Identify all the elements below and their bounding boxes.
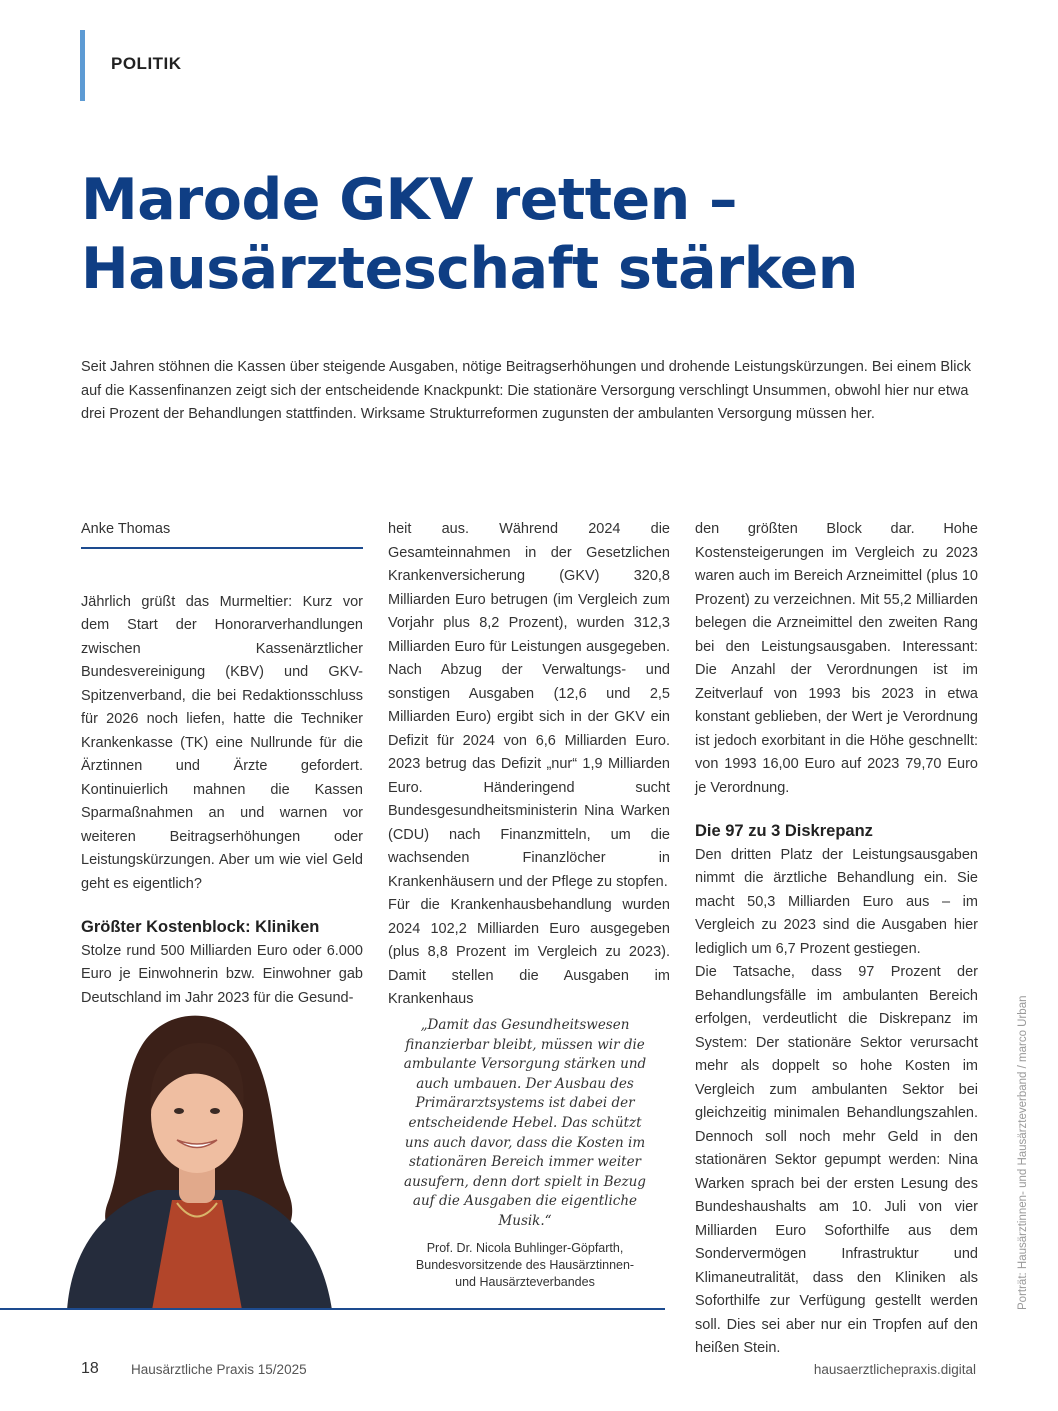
body-paragraph-hospital-continued: den größten Block dar. Hohe Kostensteigerungen im Vergleich zu 2023 waren auch im Bereich Arzneimittel (plus 10 Prozent) zu verzeichnen. Mit 55,2 Milliarden belegen die Arzneimittel den zweiten Rang bei den Leistungsausgaben. Interessant: Die Anzahl der Verordnungen ist im Zeitverlauf von 1993 bis 2023 in etwa konstant geblieben, der Wert je Verordnung ist jedoch exorbitant in die Höhe geschnellt: von 1993 16,00 Euro auf 2023 79,70 Euro je Verordnung. bbox=[695, 521, 978, 796]
headline-line-2: Hausärzteschaft stärken bbox=[81, 236, 858, 302]
pull-quote: „Damit das Gesundheitswesen finanzierbar bleibt, müssen wir die ambulante Versorgung stärken und auch umbauen. Der Ausbau des Primärarztsystems ist dabei der entscheidende Hebel. Das schützt uns auch davor, dass die Kosten im stationären Bereich immer weiter ausufern, denn dort spielt in Bezug auf die Ausgaben die eigentliche Musik.“ bbox=[403, 1017, 647, 1229]
body-paragraph-costs-continued: heit aus. Während 2024 die Gesamteinnahmen in der Gesetzlichen Krankenversicherung (GKV) 320,8 Milliarden Euro betrugen (im Vergleich zum Vorjahr plus 8,2 Prozent), wurden 312,3 Milliarden Euro für Leistungen ausgegeben. Nach Abzug der Verwaltungs- und sonstigen Ausgaben (12,6 und 2,5 Milliarden Euro) ergibt sich in der GKV ein Defizit für 2024 von 6,6 Milliarden Euro. 2023 betrug das Defizit „nur“ 1,9 Milliarden Euro. Händeringend sucht Bundesgesundheitsministerin Nina Warken (CDU) nach Finanzmitteln, um die wachsenden Finanzlöcher in Krankenhäusern und der Pflege zu stopfen. bbox=[388, 521, 670, 890]
portrait-photo bbox=[47, 1005, 347, 1310]
body-paragraph-third-place: Den dritten Platz der Leistungsausgaben nimmt die ärztliche Behandlung ein. Sie macht 50,3 Milliarden Euro aus – im Vergleich zu 2023 sind die Ausgaben hier lediglich um 6,7 Prozent gestiegen. bbox=[695, 846, 978, 957]
pull-quote-source: Prof. Dr. Nicola Buhlinger-Göpfarth, Bundesvorsitzende des Hausärztinnen- und Hausärzteverbandes bbox=[415, 1241, 635, 1289]
article-lead: Seit Jahren stöhnen die Kassen über steigende Ausgaben, nötige Beitragserhöhungen und drohende Leistungskürzungen. Bei einem Blick auf die Kassenfinanzen zeigt sich der entscheidende Knackpunkt: Die stationäre Versorgung verschlingt Unsummen, obwohl hier nur etwa drei Prozent der Behandlungen stattfinden. Wirksame Strukturreformen zugunsten der ambulanten Versorgung müssen her. bbox=[81, 359, 971, 422]
article-headline bbox=[81, 166, 981, 304]
publication-issue: Hausärztliche Praxis 15/2025 bbox=[131, 1362, 307, 1377]
page-number: 18 bbox=[81, 1360, 99, 1377]
portrait-eye-right bbox=[210, 1108, 220, 1114]
website-link[interactable]: hausaerztlichepraxis.digital bbox=[813, 1362, 976, 1377]
text-column-3 bbox=[695, 518, 978, 1361]
body-paragraph-hospital-start: Für die Krankenhausbehandlung wurden 2024 102,2 Milliarden Euro ausgegeben (plus 8,8 Prozent im Vergleich zu 2023). Damit stellen die Ausgaben im Krankenhaus bbox=[388, 897, 670, 1007]
subheading-kliniken: Größter Kostenblock: Kliniken bbox=[81, 918, 320, 936]
author-byline: Anke Thomas bbox=[81, 518, 363, 549]
portrait-eye-left bbox=[174, 1108, 184, 1114]
text-column-1 bbox=[81, 518, 363, 1010]
body-paragraph-costs-start: Stolze rund 500 Milliarden Euro oder 6.000 Euro je Einwohnerin bzw. Einwohner gab Deutschland im Jahr 2023 für die Gesund- bbox=[81, 942, 363, 1006]
rubric-accent-bar bbox=[80, 30, 85, 101]
photo-credit: Porträt: Hausärztinnen- und Hausärzteverband / marco Urban bbox=[1017, 995, 1029, 1310]
body-paragraph-intro: Jährlich grüßt das Murmeltier: Kurz vor dem Start der Honorarverhandlungen zwischen Kassenärztlicher Bundesvereinigung (KBV) und GKV-Spitzenverband, die bei Redaktionsschluss für 2026 noch liefen, hatte die Techniker Krankenkasse (TK) eine Nullrunde für die Ärztinnen und Ärzte gefordert. Kontinuierlich mahnen die Kassen Sparmaßnahmen an und warnen vor weiteren Beitragserhöhungen oder Leistungskürzungen. Aber um wie viel Geld geht es eigentlich? bbox=[81, 593, 363, 892]
headline-line-1: Marode GKV retten – bbox=[81, 167, 738, 233]
quote-baseline-rule bbox=[0, 1308, 665, 1310]
body-paragraph-discrepancy: Die Tatsache, dass 97 Prozent der Behandlungsfälle im ambulanten Bereich erfolgen, verdeutlicht die Diskrepanz im System: Der stationäre Sektor verursacht mehr als doppelt so hohe Kosten im Vergleich zum ambulanten Sektor bei gleichzeitig minimalen Behandlungszahlen. Dennoch soll noch mehr Geld in den stationären Sektor gepumpt werden: Nina Warken sprach bei der ersten Lesung des Bundeshaushalts am 10. Juli von vier Milliarden Euro Soforthilfe aus dem Sondervermögen Infrastruktur und Klimaneutralität, dass den Kliniken als Soforthilfe zur Verfügung gestellt werden soll. Dies sei aber nur ein Tropfen auf den heißen Stein. bbox=[695, 964, 978, 1356]
text-column-2 bbox=[388, 518, 670, 1012]
section-rubric: POLITIK bbox=[111, 54, 182, 73]
subheading-diskrepanz: Die 97 zu 3 Diskrepanz bbox=[695, 822, 873, 840]
